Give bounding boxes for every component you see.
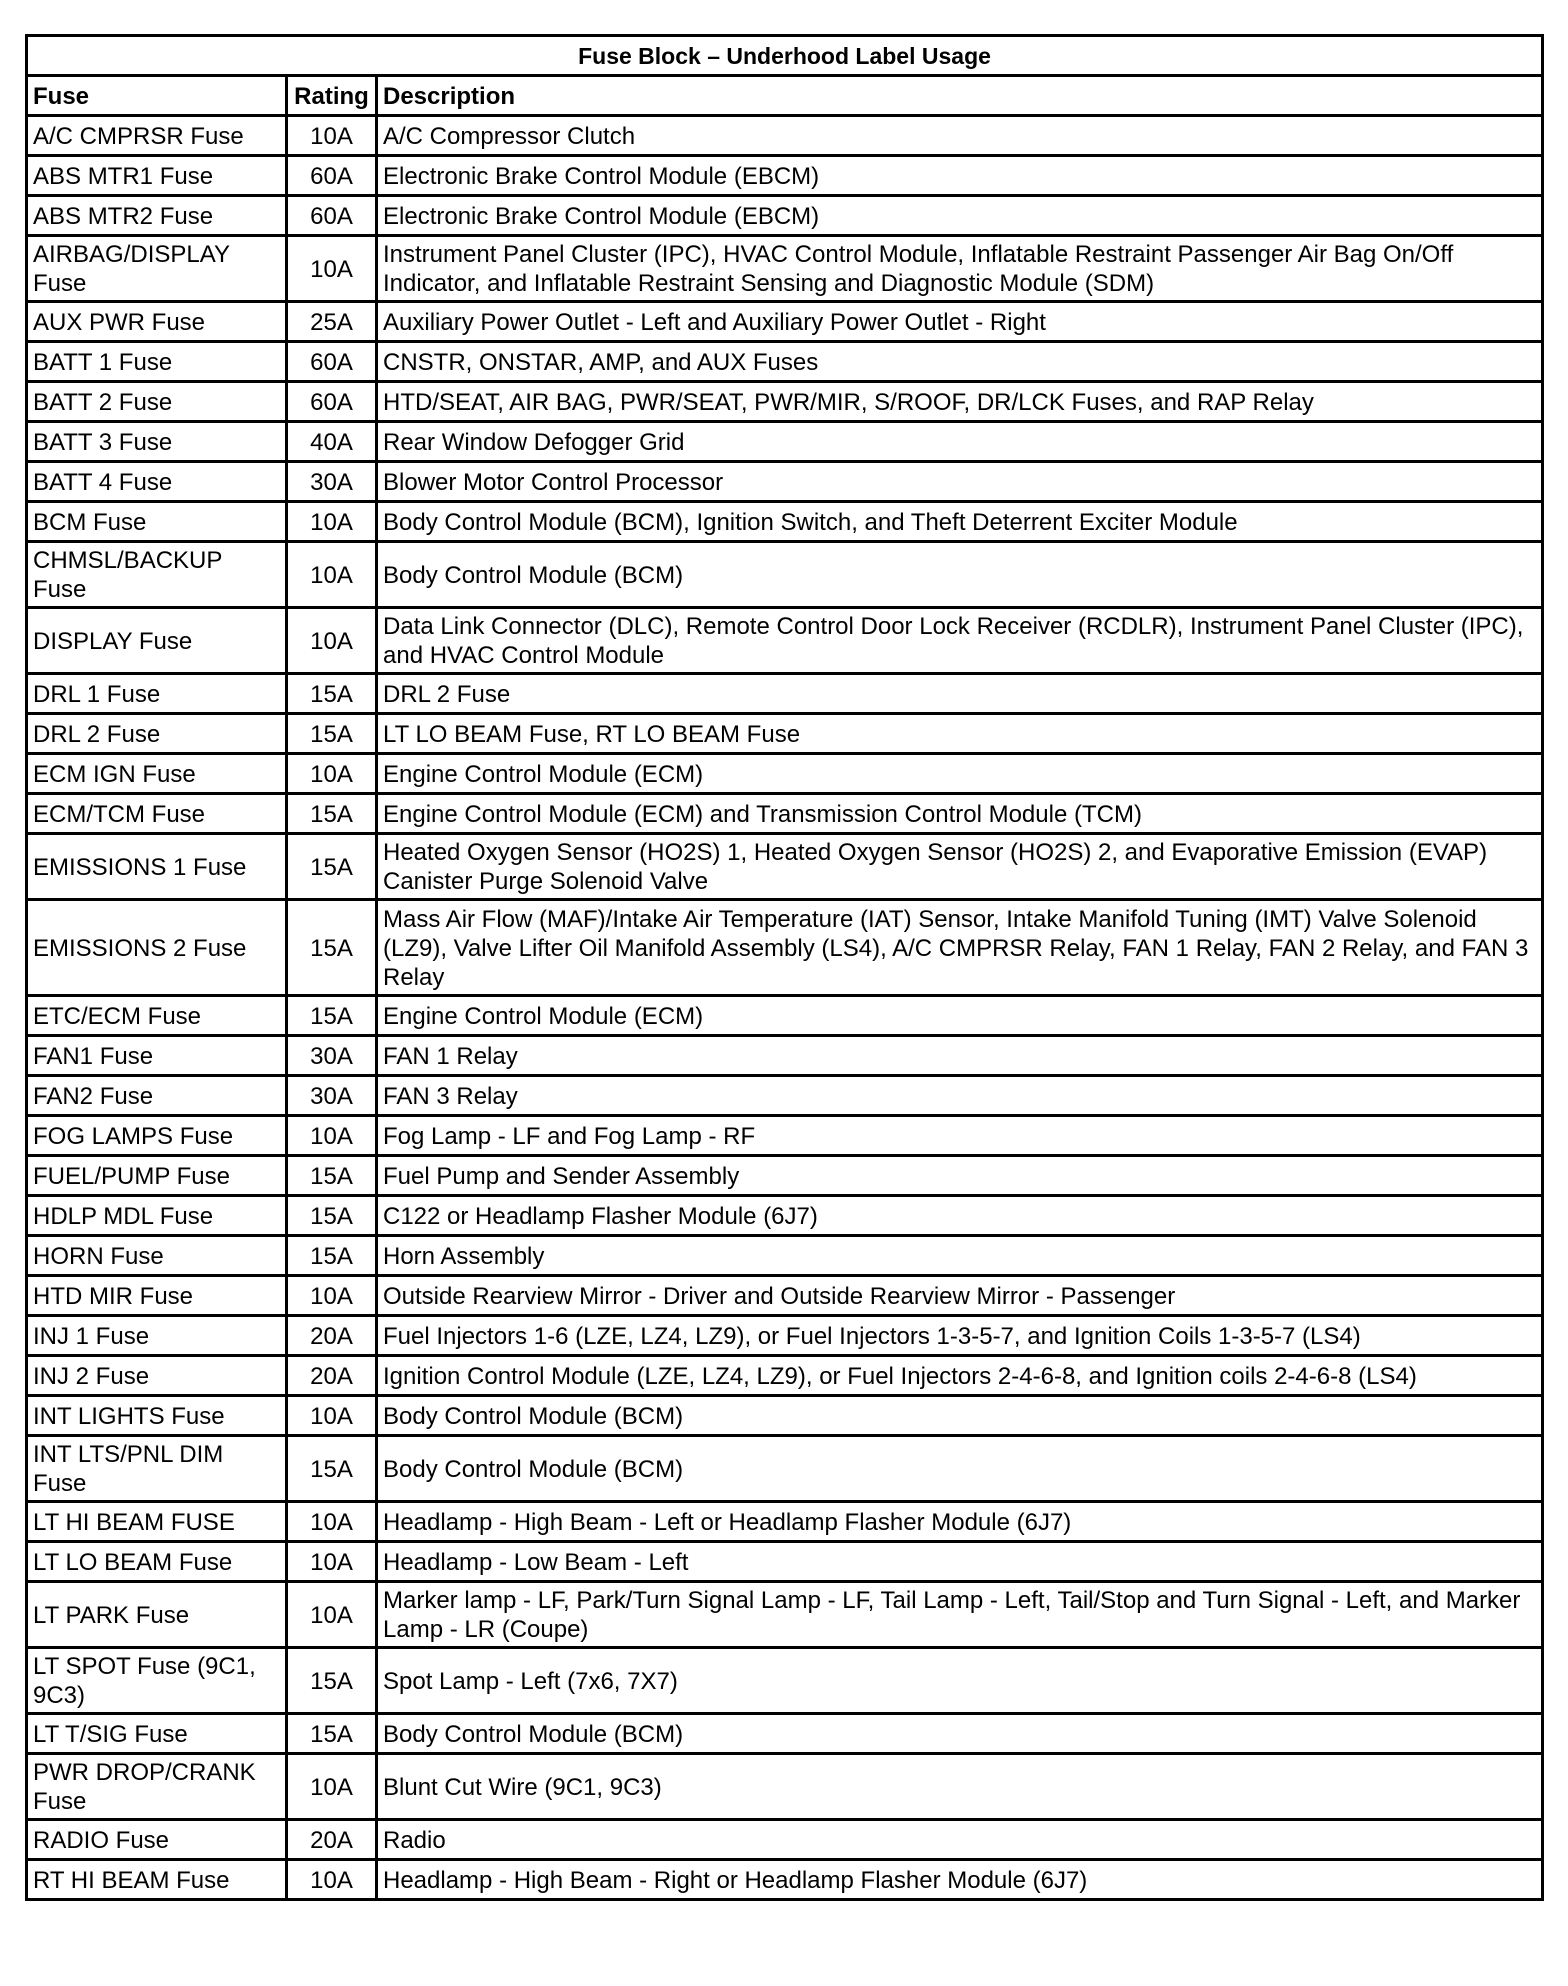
fuse-description-cell: LT LO BEAM Fuse, RT LO BEAM Fuse [377, 714, 1543, 754]
fuse-name-cell: HTD MIR Fuse [27, 1276, 287, 1316]
table-row [27, 1236, 1543, 1276]
table-row [27, 834, 1543, 900]
fuse-description-cell: CNSTR, ONSTAR, AMP, and AUX Fuses [377, 342, 1543, 382]
table-row [27, 754, 1543, 794]
fuse-name-cell: ECM IGN Fuse [27, 754, 287, 794]
fuse-name-cell: ETC/ECM Fuse [27, 996, 287, 1036]
table-row [27, 422, 1543, 462]
fuse-rating-cell: 15A [287, 1714, 377, 1754]
table-row [27, 382, 1543, 422]
table-row [27, 608, 1543, 674]
fuse-description-cell: Marker lamp - LF, Park/Turn Signal Lamp - LF, Tail Lamp - Left, Tail/Stop and Turn Signal - Left, and Marker Lamp - LR (Coupe) [377, 1582, 1543, 1648]
fuse-description-cell: A/C Compressor Clutch [377, 116, 1543, 156]
fuse-rating-cell: 15A [287, 794, 377, 834]
fuse-description-cell: Electronic Brake Control Module (EBCM) [377, 156, 1543, 196]
table-row [27, 1542, 1543, 1582]
fuse-description-cell: Horn Assembly [377, 1236, 1543, 1276]
fuse-rating-cell: 60A [287, 196, 377, 236]
fuse-usage-document [25, 34, 1541, 1901]
fuse-description-cell: Engine Control Module (ECM) [377, 996, 1543, 1036]
fuse-name-cell: LT LO BEAM Fuse [27, 1542, 287, 1582]
fuse-rating-cell: 30A [287, 1036, 377, 1076]
table-row [27, 674, 1543, 714]
table-row [27, 1436, 1543, 1502]
fuse-description-cell: Heated Oxygen Sensor (HO2S) 1, Heated Oxygen Sensor (HO2S) 2, and Evaporative Emission (EVAP) Canister Purge Solenoid Valve [377, 834, 1543, 900]
fuse-description-cell: Fuel Pump and Sender Assembly [377, 1156, 1543, 1196]
table-row [27, 1820, 1543, 1860]
fuse-description-cell: Mass Air Flow (MAF)/Intake Air Temperature (IAT) Sensor, Intake Manifold Tuning (IMT) Valve Solenoid (LZ9), Valve Lifter Oil Manifold Assembly (LS4), A/C CMPRSR Relay, FAN 1 Relay, FAN 2 Relay, and FAN 3 Relay [377, 900, 1543, 996]
fuse-description-cell: Headlamp - Low Beam - Left [377, 1542, 1543, 1582]
table-row [27, 1196, 1543, 1236]
fuse-rating-cell: 15A [287, 1236, 377, 1276]
fuse-name-cell: LT PARK Fuse [27, 1582, 287, 1648]
fuse-description-cell: Body Control Module (BCM) [377, 542, 1543, 608]
table-row [27, 1714, 1543, 1754]
fuse-description-cell: Rear Window Defogger Grid [377, 422, 1543, 462]
fuse-description-cell: Headlamp - High Beam - Left or Headlamp Flasher Module (6J7) [377, 1502, 1543, 1542]
fuse-rating-cell: 10A [287, 236, 377, 302]
table-row [27, 714, 1543, 754]
table-row [27, 116, 1543, 156]
fuse-description-cell: Electronic Brake Control Module (EBCM) [377, 196, 1543, 236]
table-row [27, 900, 1543, 996]
fuse-rating-cell: 20A [287, 1316, 377, 1356]
fuse-description-cell: Instrument Panel Cluster (IPC), HVAC Control Module, Inflatable Restraint Passenger Air Bag On/Off Indicator, and Inflatable Restraint Sensing and Diagnostic Module (SDM) [377, 236, 1543, 302]
fuse-rating-cell: 25A [287, 302, 377, 342]
fuse-name-cell: RT HI BEAM Fuse [27, 1860, 287, 1900]
table-row [27, 542, 1543, 608]
fuse-rating-cell: 40A [287, 422, 377, 462]
fuse-name-cell: INT LIGHTS Fuse [27, 1396, 287, 1436]
fuse-name-cell: BATT 2 Fuse [27, 382, 287, 422]
fuse-rating-cell: 30A [287, 1076, 377, 1116]
table-row [27, 156, 1543, 196]
fuse-rating-cell: 10A [287, 1502, 377, 1542]
fuse-rating-cell: 10A [287, 1860, 377, 1900]
fuse-name-cell: AUX PWR Fuse [27, 302, 287, 342]
fuse-description-cell: HTD/SEAT, AIR BAG, PWR/SEAT, PWR/MIR, S/ROOF, DR/LCK Fuses, and RAP Relay [377, 382, 1543, 422]
fuse-rating-cell: 60A [287, 156, 377, 196]
fuse-rating-cell: 10A [287, 116, 377, 156]
fuse-description-cell: Headlamp - High Beam - Right or Headlamp Flasher Module (6J7) [377, 1860, 1543, 1900]
fuse-name-cell: BATT 3 Fuse [27, 422, 287, 462]
fuse-description-cell: Blunt Cut Wire (9C1, 9C3) [377, 1754, 1543, 1820]
fuse-description-cell: Auxiliary Power Outlet - Left and Auxiliary Power Outlet - Right [377, 302, 1543, 342]
fuse-name-cell: HORN Fuse [27, 1236, 287, 1276]
fuse-rating-cell: 15A [287, 900, 377, 996]
fuse-rating-cell: 10A [287, 608, 377, 674]
table-row [27, 1116, 1543, 1156]
table-row [27, 1276, 1543, 1316]
fuse-rating-cell: 15A [287, 674, 377, 714]
fuse-rating-cell: 10A [287, 754, 377, 794]
fuse-description-cell: Ignition Control Module (LZE, LZ4, LZ9), or Fuel Injectors 2-4-6-8, and Ignition coils 2-4-6-8 (LS4) [377, 1356, 1543, 1396]
fuse-name-cell: AIRBAG/DISPLAY Fuse [27, 236, 287, 302]
fuse-rating-cell: 15A [287, 714, 377, 754]
fuse-name-cell: FAN1 Fuse [27, 1036, 287, 1076]
fuse-description-cell: Blower Motor Control Processor [377, 462, 1543, 502]
fuse-description-cell: Body Control Module (BCM), Ignition Switch, and Theft Deterrent Exciter Module [377, 502, 1543, 542]
fuse-description-cell: Outside Rearview Mirror - Driver and Outside Rearview Mirror - Passenger [377, 1276, 1543, 1316]
table-row [27, 1860, 1543, 1900]
fuse-description-cell: Fuel Injectors 1-6 (LZE, LZ4, LZ9), or Fuel Injectors 1-3-5-7, and Ignition Coils 1-3-5-7 (LS4) [377, 1316, 1543, 1356]
table-row [27, 1754, 1543, 1820]
fuse-description-cell: Data Link Connector (DLC), Remote Control Door Lock Receiver (RCDLR), Instrument Panel Cluster (IPC), and HVAC Control Module [377, 608, 1543, 674]
fuse-rating-cell: 10A [287, 1582, 377, 1648]
table-row [27, 1036, 1543, 1076]
fuse-description-cell: Engine Control Module (ECM) [377, 754, 1543, 794]
fuse-name-cell: DRL 1 Fuse [27, 674, 287, 714]
fuse-name-cell: ABS MTR2 Fuse [27, 196, 287, 236]
fuse-description-cell: Body Control Module (BCM) [377, 1714, 1543, 1754]
fuse-rating-cell: 15A [287, 1648, 377, 1714]
table-row [27, 1156, 1543, 1196]
fuse-name-cell: FOG LAMPS Fuse [27, 1116, 287, 1156]
fuse-rating-cell: 10A [287, 502, 377, 542]
fuse-name-cell: FUEL/PUMP Fuse [27, 1156, 287, 1196]
table-title-row [27, 36, 1543, 76]
fuse-rating-cell: 15A [287, 1196, 377, 1236]
fuse-rating-cell: 15A [287, 1156, 377, 1196]
fuse-name-cell: A/C CMPRSR Fuse [27, 116, 287, 156]
fuse-description-cell: Fog Lamp - LF and Fog Lamp - RF [377, 1116, 1543, 1156]
fuse-rating-cell: 15A [287, 1436, 377, 1502]
fuse-name-cell: EMISSIONS 1 Fuse [27, 834, 287, 900]
table-row [27, 1582, 1543, 1648]
column-header-description: Description [377, 76, 1543, 116]
column-header-fuse: Fuse [27, 76, 287, 116]
table-row [27, 1502, 1543, 1542]
fuse-rating-cell: 60A [287, 382, 377, 422]
fuse-name-cell: CHMSL/BACKUP Fuse [27, 542, 287, 608]
fuse-description-cell: FAN 3 Relay [377, 1076, 1543, 1116]
fuse-description-cell: C122 or Headlamp Flasher Module (6J7) [377, 1196, 1543, 1236]
fuse-description-cell: Spot Lamp - Left (7x6, 7X7) [377, 1648, 1543, 1714]
fuse-table-body [27, 116, 1543, 1900]
table-row [27, 1356, 1543, 1396]
table-row [27, 196, 1543, 236]
fuse-rating-cell: 20A [287, 1356, 377, 1396]
table-row [27, 502, 1543, 542]
fuse-rating-cell: 10A [287, 1542, 377, 1582]
fuse-name-cell: HDLP MDL Fuse [27, 1196, 287, 1236]
fuse-description-cell: Engine Control Module (ECM) and Transmission Control Module (TCM) [377, 794, 1543, 834]
fuse-name-cell: BCM Fuse [27, 502, 287, 542]
fuse-rating-cell: 20A [287, 1820, 377, 1860]
fuse-rating-cell: 10A [287, 1754, 377, 1820]
fuse-name-cell: EMISSIONS 2 Fuse [27, 900, 287, 996]
column-header-rating: Rating [287, 76, 377, 116]
table-row [27, 1316, 1543, 1356]
fuse-rating-cell: 10A [287, 542, 377, 608]
fuse-name-cell: RADIO Fuse [27, 1820, 287, 1860]
table-header-row [27, 76, 1543, 116]
table-title: Fuse Block – Underhood Label Usage [27, 36, 1543, 76]
table-row [27, 1076, 1543, 1116]
fuse-rating-cell: 15A [287, 834, 377, 900]
fuse-rating-cell: 60A [287, 342, 377, 382]
fuse-description-cell: FAN 1 Relay [377, 1036, 1543, 1076]
fuse-name-cell: DISPLAY Fuse [27, 608, 287, 674]
fuse-name-cell: INJ 1 Fuse [27, 1316, 287, 1356]
table-row [27, 302, 1543, 342]
fuse-rating-cell: 30A [287, 462, 377, 502]
fuse-description-cell: Radio [377, 1820, 1543, 1860]
table-row [27, 342, 1543, 382]
table-row [27, 462, 1543, 502]
fuse-name-cell: LT T/SIG Fuse [27, 1714, 287, 1754]
fuse-name-cell: LT HI BEAM FUSE [27, 1502, 287, 1542]
fuse-name-cell: BATT 1 Fuse [27, 342, 287, 382]
table-row [27, 794, 1543, 834]
fuse-description-cell: DRL 2 Fuse [377, 674, 1543, 714]
fuse-rating-cell: 10A [287, 1116, 377, 1156]
fuse-name-cell: DRL 2 Fuse [27, 714, 287, 754]
fuse-name-cell: BATT 4 Fuse [27, 462, 287, 502]
fuse-name-cell: INJ 2 Fuse [27, 1356, 287, 1396]
fuse-description-cell: Body Control Module (BCM) [377, 1396, 1543, 1436]
fuse-description-cell: Body Control Module (BCM) [377, 1436, 1543, 1502]
fuse-name-cell: PWR DROP/CRANK Fuse [27, 1754, 287, 1820]
fuse-name-cell: ABS MTR1 Fuse [27, 156, 287, 196]
table-row [27, 996, 1543, 1036]
fuse-table [25, 34, 1544, 1901]
table-row [27, 1648, 1543, 1714]
fuse-rating-cell: 10A [287, 1276, 377, 1316]
fuse-name-cell: LT SPOT Fuse (9C1, 9C3) [27, 1648, 287, 1714]
fuse-rating-cell: 10A [287, 1396, 377, 1436]
fuse-name-cell: ECM/TCM Fuse [27, 794, 287, 834]
table-row [27, 236, 1543, 302]
fuse-name-cell: FAN2 Fuse [27, 1076, 287, 1116]
fuse-rating-cell: 15A [287, 996, 377, 1036]
table-row [27, 1396, 1543, 1436]
fuse-name-cell: INT LTS/PNL DIM Fuse [27, 1436, 287, 1502]
